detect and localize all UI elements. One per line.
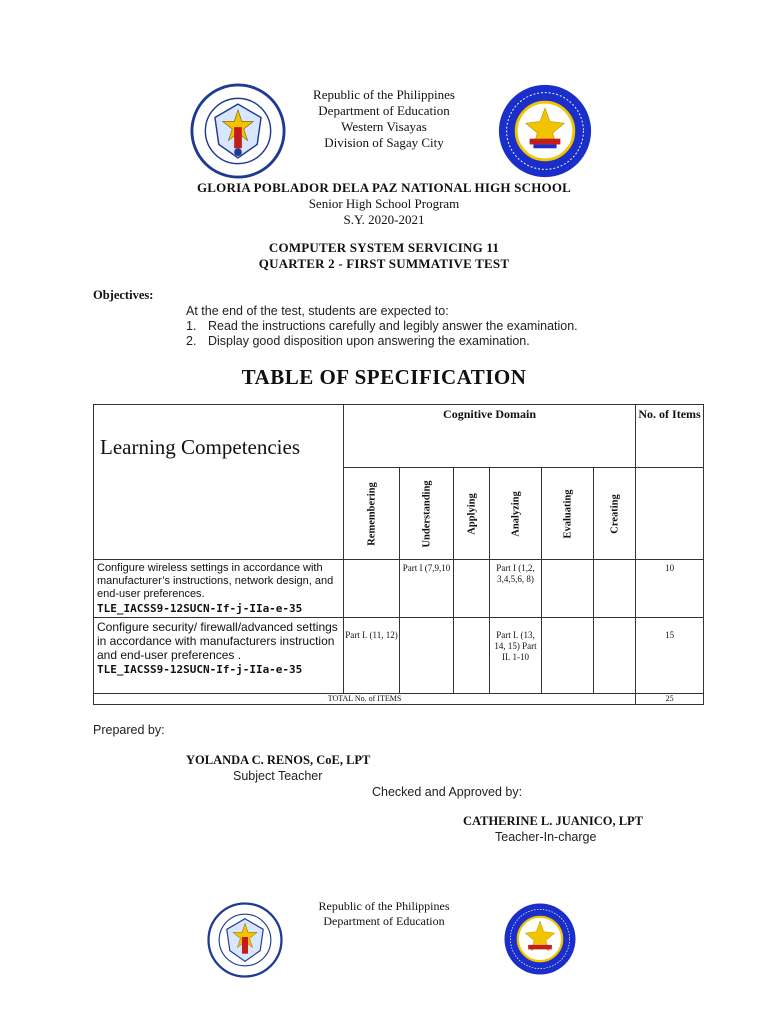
header-line: Department of Education	[318, 103, 450, 118]
competency-code: TLE_IACSS9-12SUCN-If-j-IIa-e-35	[97, 663, 303, 676]
objectives-label: Objectives:	[93, 288, 154, 302]
competency-code: TLE_IACSS9-12SUCN-If-j-IIa-e-35	[97, 602, 303, 615]
remembering-cell: Part I. (11, 12)	[344, 618, 400, 694]
test-title-block	[134, 240, 634, 272]
deped-seal-footer-logo	[207, 902, 283, 978]
creating-cell	[594, 560, 636, 618]
header-line: Division of Sagay City	[324, 135, 444, 150]
understanding-cell: Part I (7,9,10	[400, 560, 454, 618]
evaluating-cell	[542, 560, 594, 618]
competency-cell	[94, 560, 344, 618]
prepared-by-name: YOLANDA C. RENOS, CoE, LPT	[186, 753, 371, 767]
domain-analyzing-header: Analyzing	[490, 468, 542, 560]
approved-by-label: Checked and Approved by:	[372, 785, 523, 799]
cognitive-domain-header: Cognitive Domain	[344, 405, 636, 468]
test-quarter: QUARTER 2 - FIRST SUMMATIVE TEST	[258, 256, 510, 271]
objectives-intro: At the end of the test, students are expected to:	[186, 304, 449, 318]
no-of-items-header: No. of Items	[636, 405, 704, 468]
prepared-by-role: Subject Teacher	[233, 769, 323, 783]
total-row	[94, 694, 704, 705]
learning-competencies-header: Learning Competencies	[94, 405, 344, 560]
competency-text: Configure wireless settings in accordance with manufacturer’s instructions, network design, and end-user preferences.	[97, 562, 334, 600]
objective-number: 2.	[186, 334, 197, 348]
domain-remembering-header: Remembering	[344, 468, 400, 560]
total-items: 25	[636, 694, 704, 705]
tos-header-row	[94, 405, 704, 468]
school-block	[134, 180, 634, 228]
footer-line: Department of Education	[323, 914, 445, 928]
tos-title: TABLE OF SPECIFICATION	[241, 365, 527, 389]
approved-by-name: CATHERINE L. JUANICO, LPT	[463, 814, 643, 828]
header-line: Republic of the Philippines	[313, 87, 455, 102]
footer-header	[284, 899, 484, 929]
items-cell: 10	[636, 560, 704, 618]
competency-cell	[94, 618, 344, 694]
competency-text: Configure security/ firewall/advanced settings in accordance with manufacturers instruction and end-user preferences .	[97, 620, 338, 662]
approved-by-role: Teacher-In-charge	[495, 830, 597, 844]
table-row	[94, 618, 704, 694]
items-cell: 15	[636, 618, 704, 694]
tos-table	[93, 404, 704, 705]
table-row	[94, 560, 704, 618]
understanding-cell	[400, 618, 454, 694]
objective-item	[186, 334, 686, 349]
school-name: GLORIA POBLADOR DELA PAZ NATIONAL HIGH SCHOOL	[196, 180, 572, 195]
analyzing-cell: Part I. (13, 14, 15) Part II. 1-10	[490, 618, 542, 694]
prepared-by-label: Prepared by:	[93, 723, 165, 737]
test-subject: COMPUTER SYSTEM SERVICING 11	[268, 240, 500, 255]
objective-text: Display good disposition upon answering the examination.	[208, 334, 530, 348]
remembering-cell	[344, 560, 400, 618]
objective-item	[186, 319, 686, 334]
domain-evaluating-header: Evaluating	[542, 468, 594, 560]
domain-creating-header: Creating	[594, 468, 636, 560]
applying-cell	[454, 560, 490, 618]
header-line: Western Visayas	[341, 119, 427, 134]
evaluating-cell	[542, 618, 594, 694]
division-seal-footer-logo	[503, 902, 577, 976]
analyzing-cell: Part I (1,2, 3,4,5,6, 8)	[490, 560, 542, 618]
objectives-list	[186, 304, 686, 349]
total-label: TOTAL No. of ITEMS	[94, 694, 636, 705]
school-program: Senior High School Program	[308, 196, 460, 211]
creating-cell	[594, 618, 636, 694]
objective-text: Read the instructions carefully and legibly answer the examination.	[208, 319, 578, 333]
applying-cell	[454, 618, 490, 694]
government-header	[234, 87, 534, 151]
school-year: S.Y. 2020-2021	[343, 212, 425, 227]
objective-number: 1.	[186, 319, 197, 333]
items-blank-cell	[636, 468, 704, 560]
domain-understanding-header: Understanding	[400, 468, 454, 560]
domain-applying-header: Applying	[454, 468, 490, 560]
footer-line: Republic of the Philippines	[318, 899, 450, 913]
